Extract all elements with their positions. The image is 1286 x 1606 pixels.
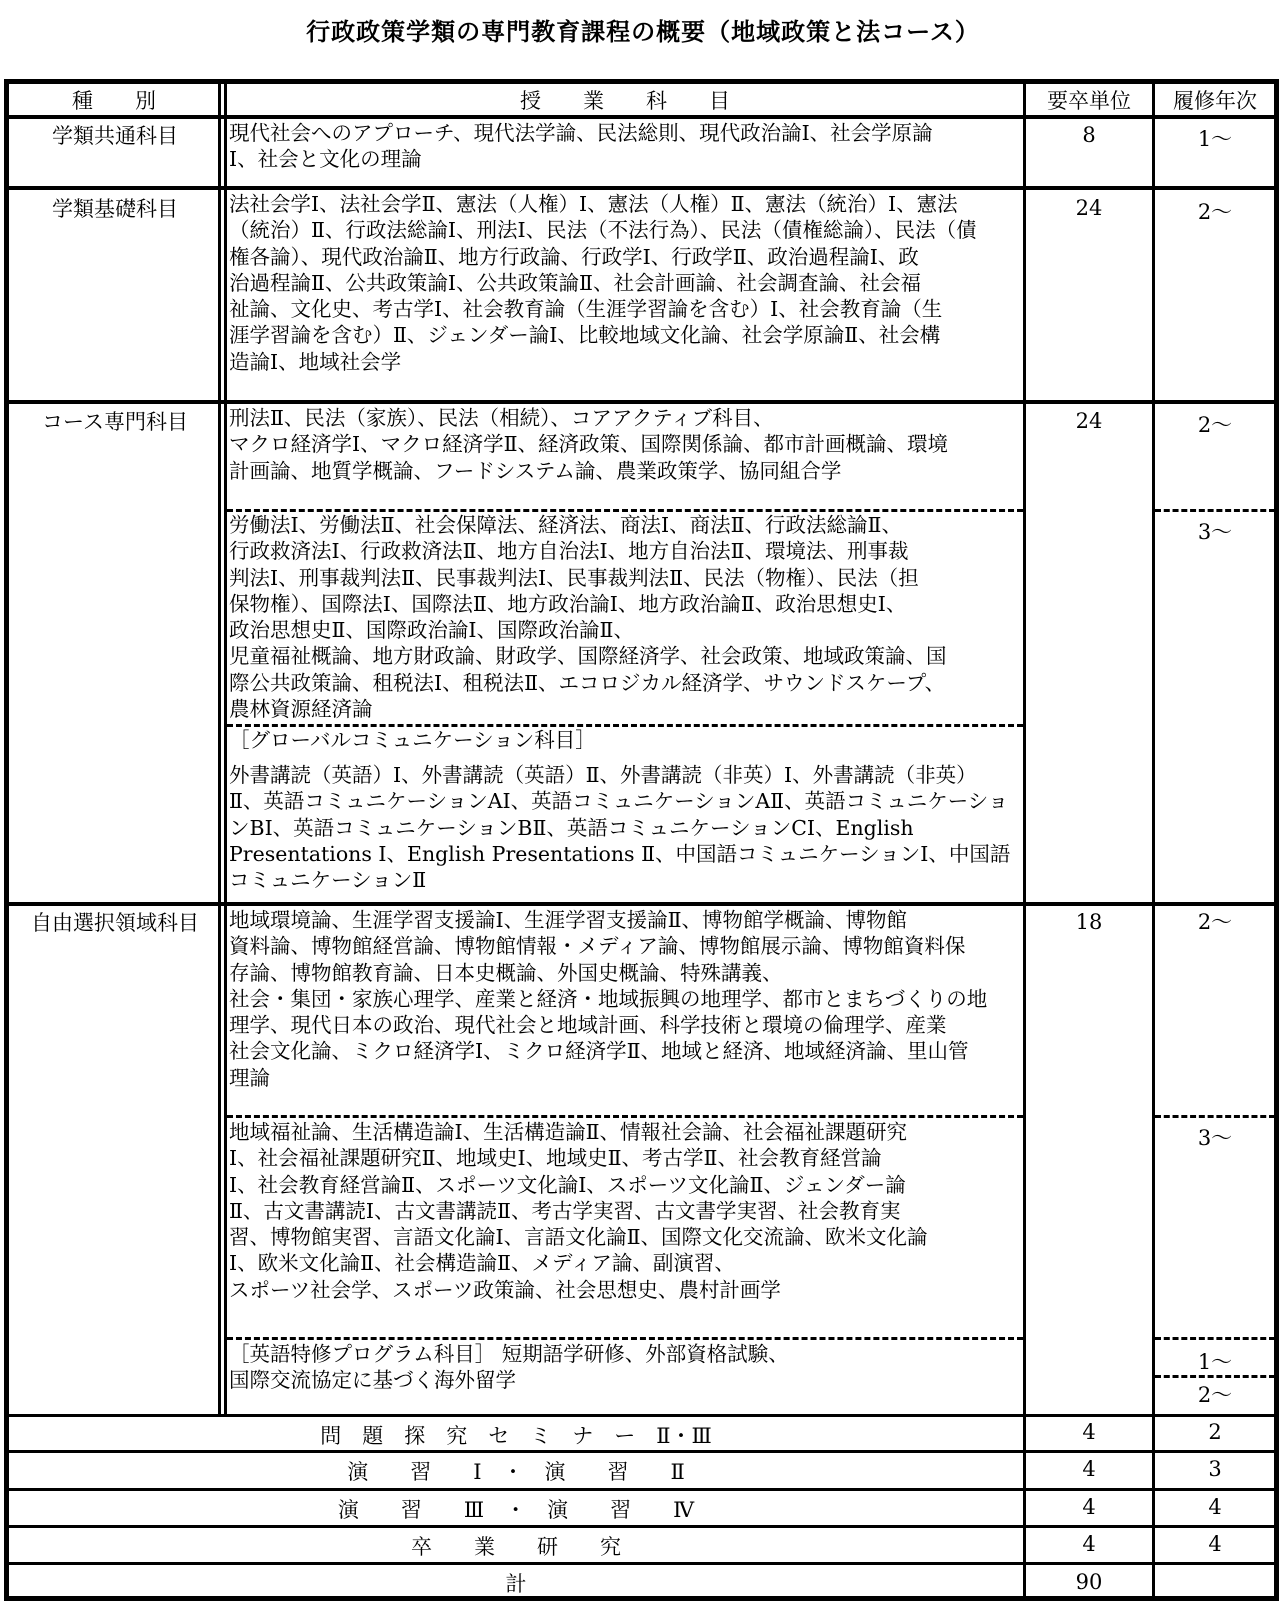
row-seminar-year: 2 <box>1208 1420 1222 1444</box>
header-credits: 要卒単位 <box>1047 89 1131 113</box>
divider-double-right <box>224 84 227 1415</box>
year-course-b: 3〜 <box>1197 520 1233 544</box>
row-rule <box>9 1562 1275 1565</box>
row-practice1-label: 演 習 Ⅰ ・ 演 習 Ⅱ <box>347 1460 685 1484</box>
subjects-course-c: 外書講読（英語）Ⅰ、外書講読（英語）Ⅱ、外書講読（非英）Ⅰ、外書講読（非英） Ⅱ、英語コミュニケーションAⅠ、英語コミュニケーションAⅡ、英語コミュニケーショ ンBⅠ、英語コミュニケーションBⅡ、英語コミュニケーションCⅠ、English Presentations Ⅰ、English Presentations Ⅱ、中国語コミュニケーションⅠ、中国語 コミュニケーションⅡ <box>229 763 1011 893</box>
row-rule <box>9 1488 1275 1491</box>
row-total-label: 計 <box>505 1572 527 1596</box>
year-basic: 2〜 <box>1197 200 1233 224</box>
row-rule <box>9 186 1275 190</box>
subjects-common: 現代社会へのアプローチ、現代法学論、民法総則、現代政治論Ⅰ、社会学原論 Ⅰ、社会と文化の理論 <box>229 121 933 172</box>
row-thesis-credits: 4 <box>1082 1532 1096 1556</box>
row-thesis-year: 4 <box>1208 1532 1222 1556</box>
header-year: 履修年次 <box>1173 89 1257 113</box>
year-course-a: 2〜 <box>1197 413 1233 437</box>
year-elective-a: 2〜 <box>1197 910 1233 934</box>
row-rule <box>9 1450 1275 1453</box>
dashed-separator <box>227 1115 1023 1118</box>
category-course: コース専門科目 <box>42 410 188 434</box>
row-rule <box>9 400 1275 404</box>
year-elective-c2: 2〜 <box>1197 1383 1233 1407</box>
row-total-credits: 90 <box>1075 1570 1103 1594</box>
year-common: 1〜 <box>1197 127 1233 151</box>
dashed-separator <box>1155 509 1275 512</box>
category-basic: 学類基礎科目 <box>52 197 178 221</box>
row-practice2-label: 演 習 Ⅲ ・ 演 習 Ⅳ <box>337 1498 695 1522</box>
global-communication-heading: ［グローバルコミュニケーション科目］ <box>229 728 596 752</box>
dashed-separator <box>1155 1115 1275 1118</box>
divider-double-left <box>218 84 221 1415</box>
header-subjects: 授 業 科 目 <box>520 89 730 113</box>
row-practice1-year: 3 <box>1208 1457 1222 1481</box>
year-elective-c1: 1〜 <box>1197 1350 1233 1374</box>
page-title: 行政政策学類の専門教育課程の概要（地域政策と法コース） <box>306 18 980 46</box>
row-practice1-credits: 4 <box>1082 1457 1096 1481</box>
category-common: 学類共通科目 <box>52 124 178 148</box>
divider-subjects-credits <box>1023 84 1026 1596</box>
row-rule <box>9 902 1275 906</box>
row-thesis-label: 卒 業 研 究 <box>411 1535 621 1559</box>
row-seminar-credits: 4 <box>1082 1420 1096 1444</box>
subjects-elective-c: ［英語特修プログラム科目］ 短期語学研修、外部資格試験、 国際交流協定に基づく海外留学 <box>229 1342 789 1393</box>
row-rule <box>9 1414 1275 1417</box>
credits-course: 24 <box>1075 409 1103 433</box>
credits-common: 8 <box>1082 123 1096 147</box>
row-practice2-credits: 4 <box>1082 1495 1096 1519</box>
row-rule <box>9 1525 1275 1528</box>
header-category: 種 別 <box>72 89 156 113</box>
row-practice2-year: 4 <box>1208 1495 1222 1519</box>
subjects-basic: 法社会学Ⅰ、法社会学Ⅱ、憲法（人権）Ⅰ、憲法（人権）Ⅱ、憲法（統治）Ⅰ、憲法 （統治）Ⅱ、行政法総論Ⅰ、刑法Ⅰ、民法（不法行為）、民法（債権総論）、民法（債 権各論）、現代政治論Ⅱ、地方行政論、行政学Ⅰ、行政学Ⅱ、政治過程論Ⅰ、政 治過程論Ⅱ、公共政策論Ⅰ、公共政策論Ⅱ、社会計画論、社会調査論、社会福 祉論、文化史、考古学Ⅰ、社会教育論（生涯学習論を含む）Ⅰ、社会教育論（生 涯学習論を含む）Ⅱ、ジェンダー論Ⅰ、比較地域文化論、社会学原論Ⅱ、社会構 造論Ⅰ、地域社会学 <box>229 192 977 374</box>
subjects-course-a: 刑法Ⅱ、民法（家族）、民法（相続）、コアアクティブ科目、 マクロ経済学Ⅰ、マクロ経済学Ⅱ、経済政策、国際関係論、都市計画概論、環境 計画論、地質学概論、フードシステム論、農業政策学、協同組合学 <box>229 406 949 483</box>
subjects-elective-b: 地域福祉論、生活構造論Ⅰ、生活構造論Ⅱ、情報社会論、社会福祉課題研究 Ⅰ、社会福祉課題研究Ⅱ、地域史Ⅰ、地域史Ⅱ、考古学Ⅱ、社会教育経営論 Ⅰ、社会教育経営論Ⅱ、スポーツ文化論Ⅰ、スポーツ文化論Ⅱ、ジェンダー論 Ⅱ、古文書講読Ⅰ、古文書講読Ⅱ、考古学実習、古文書学実習、社会教育実 習、博物館実習、言語文化論Ⅰ、言語文化論Ⅱ、国際文化交流論、欧米文化論 Ⅰ、欧米文化論Ⅱ、社会構造論Ⅱ、メディア論、副演習、 スポーツ社会学、スポーツ政策論、社会思想史、農村計画学 <box>229 1120 928 1302</box>
subjects-course-b: 労働法Ⅰ、労働法Ⅱ、社会保障法、経済法、商法Ⅰ、商法Ⅱ、行政法総論Ⅱ、 行政救済法Ⅰ、行政救済法Ⅱ、地方自治法Ⅰ、地方自治法Ⅱ、環境法、刑事裁 判法Ⅰ、刑事裁判法Ⅱ、民事裁判法Ⅰ、民事裁判法Ⅱ、民法（物権）、民法（担 保物権）、国際法Ⅰ、国際法Ⅱ、地方政治論Ⅰ、地方政治論Ⅱ、政治思想史Ⅰ、 政治思想史Ⅱ、国際政治論Ⅰ、国際政治論Ⅱ、 児童福祉概論、地方財政論、財政学、国際経済学、社会政策、地域政策論、国 際公共政策論、租税法Ⅰ、租税法Ⅱ、エコロジカル経済学、サウンドスケープ、 農林資源経済論 <box>229 513 947 722</box>
category-elective: 自由選択領域科目 <box>31 911 199 935</box>
year-elective-b: 3〜 <box>1197 1126 1233 1150</box>
row-seminar-label: 問 題 探 究 セ ミ ナ ー Ⅱ・Ⅲ <box>320 1424 712 1448</box>
dashed-separator <box>1155 1337 1275 1340</box>
credits-basic: 24 <box>1075 196 1103 220</box>
credits-elective: 18 <box>1075 910 1103 934</box>
subjects-elective-a: 地域環境論、生涯学習支援論Ⅰ、生涯学習支援論Ⅱ、博物館学概論、博物館 資料論、博物館経営論、博物館情報・メディア論、博物館展示論、博物館資料保 存論、博物館教育論、日本史概論、外国史概論、特殊講義、 社会・集団・家族心理学、産業と経済・地域振興の地理学、都市とまちづくりの地 理学、現代日本の政治、現代社会と地域計画、科学技術と環境の倫理学、産業 社会文化論、ミクロ経済学Ⅰ、ミクロ経済学Ⅱ、地域と経済、地域経済論、里山管 理論 <box>229 908 988 1090</box>
dashed-separator <box>227 1337 1023 1340</box>
